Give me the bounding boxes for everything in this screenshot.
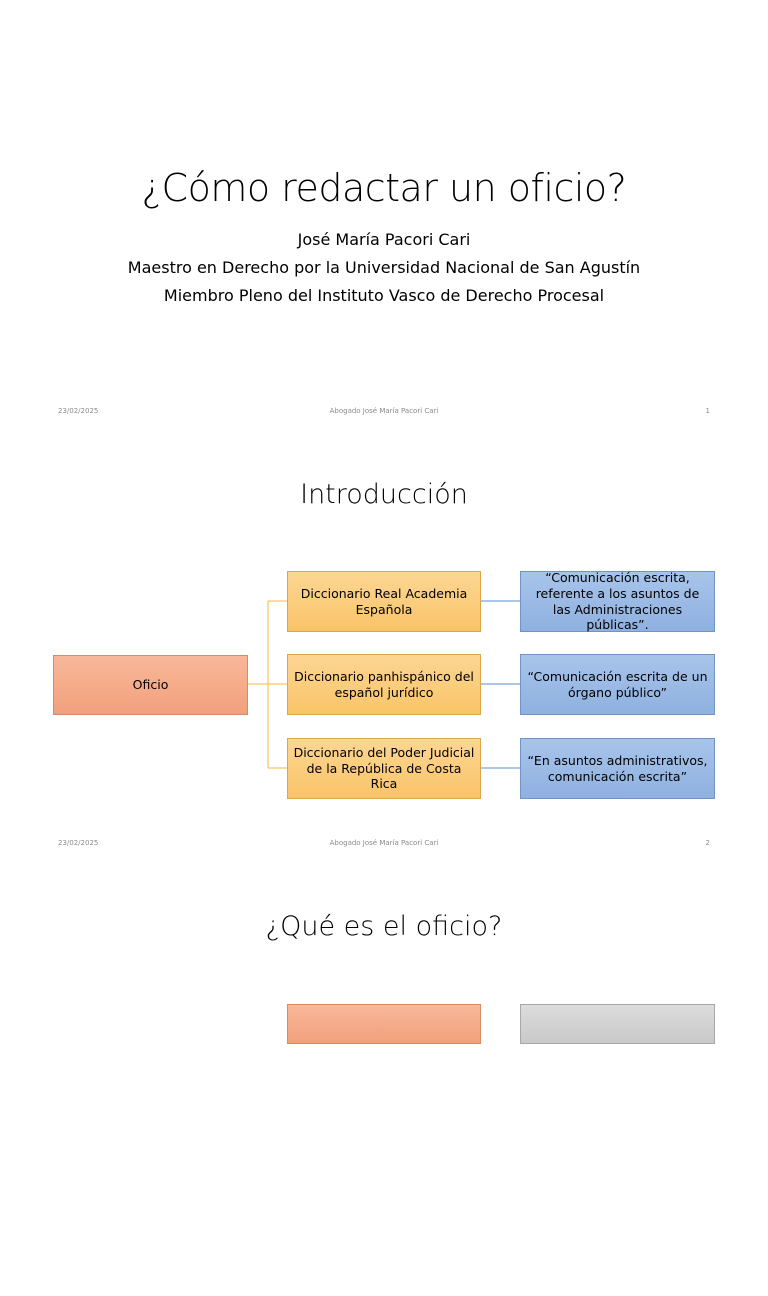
source-node-label: Diccionario Real Academia Española xyxy=(300,585,468,617)
partial-red-node xyxy=(287,1004,481,1044)
author-credential-membership: Miembro Pleno del Instituto Vasco de Derecho Procesal xyxy=(163,286,605,305)
definition-node-costa-rica xyxy=(520,738,715,799)
definition-node-label: “Comunicación escrita de un órgano público” xyxy=(527,668,708,700)
footer-author: Abogado José María Pacori Cari xyxy=(329,407,439,415)
source-node-rae xyxy=(287,571,481,632)
root-node-oficio xyxy=(53,655,248,715)
source-node-label: Diccionario del Poder Judicial de la República de Costa Rica xyxy=(293,745,475,792)
author-credential-degree: Maestro en Derecho por la Universidad Nacional de San Agustín xyxy=(127,258,641,277)
footer-author: Abogado José María Pacori Cari xyxy=(329,839,439,847)
definition-node-label: “Comunicación escrita, referente a los asuntos de las Administraciones públicas”. xyxy=(535,570,700,633)
source-node-panhispanico xyxy=(287,654,481,715)
slide-2 xyxy=(0,432,768,864)
definition-node-panhispanico xyxy=(520,654,715,715)
footer-date: 23/02/2025 xyxy=(58,839,99,847)
footer-page-number: 2 xyxy=(705,839,710,847)
footer-page-number: 1 xyxy=(705,407,710,415)
footer-date: 23/02/2025 xyxy=(58,407,99,415)
slide-title: ¿Qué es el oficio? xyxy=(265,911,503,942)
root-node-label: Oficio xyxy=(132,677,169,693)
slide-title: Introducción xyxy=(300,479,468,510)
partial-gray-node xyxy=(520,1004,715,1044)
definition-node-label: “En asuntos administrativos, comunicación escrita” xyxy=(527,752,708,784)
definition-node-rae xyxy=(520,571,715,632)
source-node-costa-rica xyxy=(287,738,481,799)
slide-3 xyxy=(0,864,768,1296)
slide-1 xyxy=(0,0,768,432)
source-node-label: Diccionario panhispánico del español jurídico xyxy=(294,668,474,700)
presentation-title: ¿Cómo redactar un oficio? xyxy=(141,166,627,210)
author-name: José María Pacori Cari xyxy=(297,230,471,249)
